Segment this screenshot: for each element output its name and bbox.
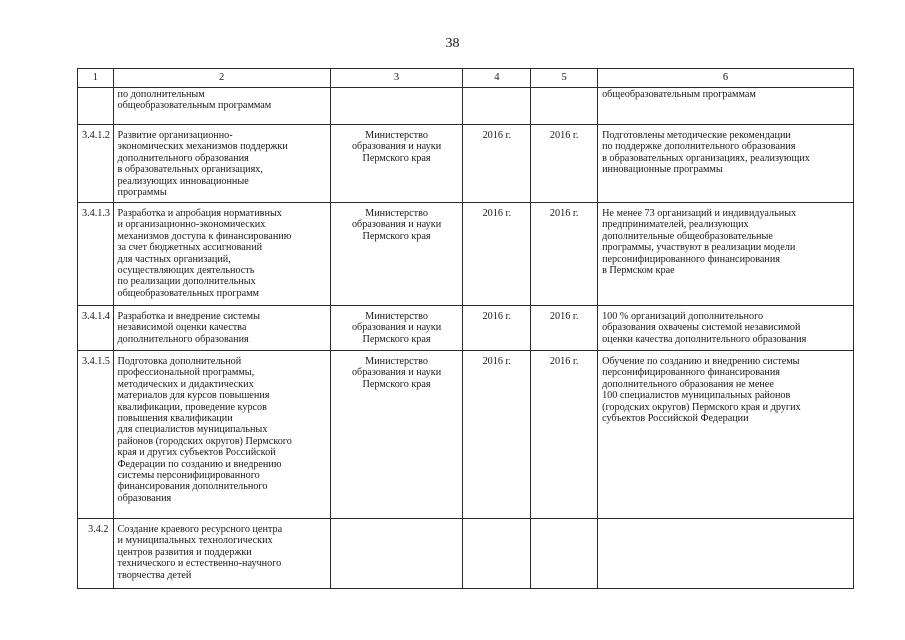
executor-line: Пермского края xyxy=(362,152,431,164)
header-cell: 2 xyxy=(113,69,330,88)
task-line: для специалистов муниципальных xyxy=(117,424,268,436)
task-cell xyxy=(113,519,330,589)
end-date-cell xyxy=(531,88,598,125)
task-line: реализующих инновационные xyxy=(117,175,249,187)
result-line: образования охвачены системой независимой xyxy=(602,322,801,334)
task-line: для частных организаций, xyxy=(117,253,231,265)
result-line: Обучение по созданию и внедрению системы xyxy=(602,356,800,367)
result-line: Подготовлены методические рекомендации xyxy=(602,130,791,141)
task-line: дополнительного образования xyxy=(117,333,249,345)
result-cell xyxy=(598,88,854,125)
item-number-cell: 3.4.1.3 xyxy=(78,203,114,306)
result-cell xyxy=(598,203,854,306)
task-line: дополнительного образования xyxy=(117,152,249,164)
executor-cell xyxy=(330,203,463,306)
task-cell xyxy=(113,351,330,519)
header-cell: 5 xyxy=(531,69,598,88)
executor-line: образования и науки xyxy=(351,219,442,231)
task-line: общеобразовательным программам xyxy=(117,100,272,112)
header-cell: 1 xyxy=(78,69,114,88)
header-cell: 4 xyxy=(463,69,531,88)
executor-cell xyxy=(330,351,463,519)
task-line: за счет бюджетных ассигнований xyxy=(117,242,263,254)
executor-cell xyxy=(330,88,463,125)
executor-line: Министерство xyxy=(365,311,428,322)
result-line: в образовательных организациях, реализующих xyxy=(602,152,810,164)
executor-cell xyxy=(330,125,463,203)
start-date-cell xyxy=(463,88,531,125)
executor-line: Министерство xyxy=(365,130,428,141)
executor-line: Министерство xyxy=(365,208,428,219)
task-line: Разработка и апробация нормативных xyxy=(117,208,282,219)
executor-line: Пермского края xyxy=(362,333,431,345)
start-date-cell: 2016 г. xyxy=(463,306,531,351)
task-line: и организационно-экономических xyxy=(117,219,266,231)
start-date-cell xyxy=(463,519,531,589)
task-line: программы xyxy=(117,187,167,199)
task-line: повышения квалификации xyxy=(117,413,233,425)
result-line: в Пермском крае xyxy=(602,265,675,277)
end-date-cell: 2016 г. xyxy=(531,306,598,351)
result-line: по поддержке дополнительного образования xyxy=(602,141,796,153)
header-cell: 6 xyxy=(598,69,854,88)
result-line: субъектов Российской Федерации xyxy=(602,413,749,425)
task-line: механизмов доступа к финансированию xyxy=(117,230,292,242)
task-line: по дополнительным xyxy=(117,89,205,100)
result-cell xyxy=(598,125,854,203)
item-number-cell xyxy=(78,88,114,125)
table-row xyxy=(78,203,854,306)
table-row xyxy=(78,519,854,589)
result-line: 100 специалистов муниципальных районов xyxy=(602,390,791,402)
result-line: (городских округов) Пермского края и других xyxy=(602,401,801,413)
task-line: экономических механизмов поддержки xyxy=(117,141,288,153)
executor-line: Пермского края xyxy=(362,378,431,390)
task-line: осуществляющих деятельность xyxy=(117,265,255,277)
task-cell xyxy=(113,306,330,351)
end-date-cell: 2016 г. xyxy=(531,203,598,306)
task-cell xyxy=(113,203,330,306)
table-header-row xyxy=(78,69,854,88)
executor-cell xyxy=(330,306,463,351)
start-date-cell: 2016 г. xyxy=(463,203,531,306)
start-date-cell: 2016 г. xyxy=(463,125,531,203)
executor-line: Пермского края xyxy=(362,230,431,242)
task-line: края и других субъектов Российской xyxy=(117,447,276,459)
table-row xyxy=(78,125,854,203)
task-line: и муниципальных технологических xyxy=(117,535,273,547)
end-date-cell: 2016 г. xyxy=(531,125,598,203)
executor-line: образования и науки xyxy=(351,322,442,334)
table-body xyxy=(78,69,854,589)
table-row xyxy=(78,88,854,125)
result-cell xyxy=(598,519,854,589)
task-line: Подготовка дополнительной xyxy=(117,356,242,367)
executor-cell xyxy=(330,519,463,589)
task-line: Развитие организационно- xyxy=(117,130,233,141)
task-line: общеобразовательных программ xyxy=(117,287,259,299)
task-line: системы персонифицированного xyxy=(117,470,260,482)
result-line: общеобразовательным программам xyxy=(602,89,756,100)
header-cell: 3 xyxy=(330,69,463,88)
task-cell xyxy=(113,125,330,203)
task-line: в образовательных организациях, xyxy=(117,164,263,176)
result-line: 100 % организаций дополнительного xyxy=(602,311,764,322)
result-line: предпринимателей, реализующих xyxy=(602,219,749,231)
task-line: образования xyxy=(117,492,172,504)
result-line: дополнительного образования не менее xyxy=(602,378,774,390)
item-number-cell: 3.4.2 xyxy=(78,519,114,589)
item-number-cell: 3.4.1.5 xyxy=(78,351,114,519)
task-line: творчества детей xyxy=(117,569,192,581)
item-number-cell: 3.4.1.2 xyxy=(78,125,114,203)
result-line: персонифицированного финансирования xyxy=(602,253,780,265)
result-line: Не менее 73 организаций и индивидуальных xyxy=(602,208,797,219)
task-line: независимой оценки качества xyxy=(117,322,247,334)
result-cell xyxy=(598,306,854,351)
result-cell xyxy=(598,351,854,519)
table-row xyxy=(78,351,854,519)
result-line: оценки качества дополнительного образования xyxy=(602,333,807,345)
task-line: квалификации, проведение курсов xyxy=(117,401,267,413)
start-date-cell: 2016 г. xyxy=(463,351,531,519)
task-line: Разработка и внедрение системы xyxy=(117,311,260,322)
end-date-cell xyxy=(531,519,598,589)
task-line: по реализации дополнительных xyxy=(117,276,256,288)
task-line: профессиональной программы, xyxy=(117,367,255,379)
task-cell xyxy=(113,88,330,125)
executor-line: образования и науки xyxy=(351,141,442,153)
end-date-cell: 2016 г. xyxy=(531,351,598,519)
table-row xyxy=(78,306,854,351)
executor-line: образования и науки xyxy=(351,367,442,379)
task-line: Федерации по созданию и внедрению xyxy=(117,458,282,470)
result-line: программы, участвуют в реализации модели xyxy=(602,242,796,254)
task-line: технического и естественно-научного xyxy=(117,558,282,570)
plan-table xyxy=(77,68,854,589)
task-line: методических и дидактических xyxy=(117,378,254,390)
task-line: Создание краевого ресурсного центра xyxy=(117,524,283,535)
result-line: персонифицированного финансирования xyxy=(602,367,780,379)
task-line: центров развития и поддержки xyxy=(117,546,252,558)
executor-line: Министерство xyxy=(365,356,428,367)
task-line: районов (городских округов) Пермского xyxy=(117,435,292,447)
task-line: материалов для курсов повышения xyxy=(117,390,270,402)
result-line: дополнительные общеобразовательные xyxy=(602,230,773,242)
item-number-cell: 3.4.1.4 xyxy=(78,306,114,351)
task-line: финансирования дополнительного xyxy=(117,481,268,493)
page-number: 38 xyxy=(445,36,460,51)
result-line: инновационные программы xyxy=(602,164,723,176)
